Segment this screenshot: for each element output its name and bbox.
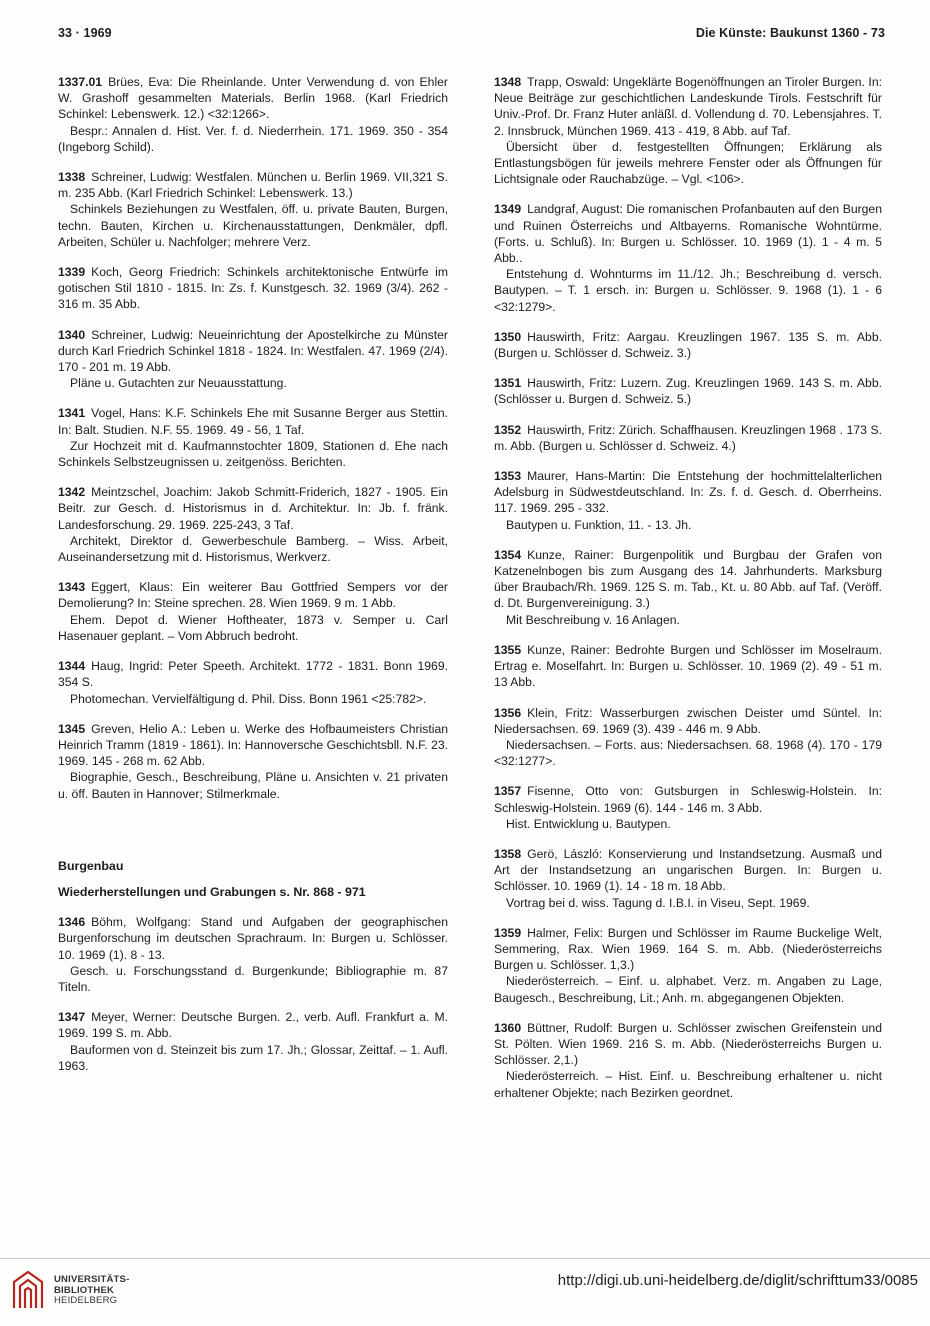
entry-citation: Maurer, Hans-Martin: Die Entstehung der hochmittelalterlichen Adelsburg in Südwestdeutschland. In: Zs. f. d. Gesch. d. Oberrheins. 117. 1969. 295 - 332. <box>494 469 882 516</box>
entry-annotation: Zur Hochzeit mit d. Kaufmannstochter 1809, Stationen d. Ehe nach Schinkels Selbstzeugnissen u. zeitgenöss. Berichten. <box>58 438 448 470</box>
entry-citation: Haug, Ingrid: Peter Speeth. Architekt. 1772 - 1831. Bonn 1969. 354 S. <box>58 659 448 690</box>
entry-annotation: Niedersachsen. – Forts. aus: Niedersachsen. 68. 1968 (4). 170 - 179 <32:1277>. <box>494 737 882 769</box>
left-column <box>58 74 448 1088</box>
entry-number: 1356 <box>494 705 522 720</box>
section-subtitle: Wiederherstellungen und Grabungen s. Nr. 868 - 971 <box>58 884 366 899</box>
entry-number: 1360 <box>494 1020 522 1035</box>
bibliography-entry <box>494 547 882 628</box>
entry-annotation: Pläne u. Gutachten zur Neuausstattung. <box>70 376 287 391</box>
entry-annotation: Biographie, Gesch., Beschreibung, Pläne u. Ansichten v. 21 privaten u. öff. Bauten in Hannover; Stilmerkmale. <box>58 770 448 801</box>
entry-citation: Greven, Helio A.: Leben u. Werke des Hofbaumeisters Christian Heinrich Tramm (1819 - 1861). In: Hannoversche Geschichtsbll. N.F. 23. 1969. 145 - 268 m. 62 Abb. <box>58 721 448 769</box>
entry-annotation: Mit Beschreibung v. 16 Anlagen. <box>506 612 680 627</box>
entry-number: 1349 <box>494 202 522 217</box>
entry-citation: Fisenne, Otto von: Gutsburgen in Schleswig-Holstein. In: Schleswig-Holstein. 1969 (6). 144 - 146 m. 3 Abb. <box>494 784 882 815</box>
bibliography-entry <box>494 642 882 691</box>
entry-number: 1355 <box>494 642 522 657</box>
entry-number: 1344 <box>58 659 86 674</box>
entry-annotation: Gesch. u. Forschungsstand d. Burgenkunde; Bibliographie m. 87 Titeln. <box>58 963 448 994</box>
entry-number: 1347 <box>58 1010 86 1025</box>
entry-number: 1338 <box>58 170 86 185</box>
bibliography-entry <box>494 74 882 187</box>
bibliography-entry <box>58 579 448 644</box>
bibliography-entry <box>58 721 448 802</box>
entry-citation: Schreiner, Ludwig: Neueinrichtung der Apostelkirche zu Münster durch Karl Friedrich Schinkel 1818 - 1824. In: Westfalen. 47. 1969 (2/4). 170 - 201 m. 19 Abb. <box>58 327 448 375</box>
entry-number: 1343 <box>58 580 86 595</box>
bibliography-entry <box>494 468 882 533</box>
entry-citation: Trapp, Oswald: Ungeklärte Bogenöffnungen an Tiroler Burgen. In: Neue Beiträge zur geschichtlichen Landeskunde Tirols. Festschrift für Univ.-Prof. Dr. Franz Huter anläßl. d. Vollendung d. 70. Lebensjahres. T. 2. Innsbruck, München 1969. 413 - 419, 8 Abb. auf Taf. <box>494 75 882 138</box>
entry-number: 1351 <box>494 376 522 391</box>
bibliography-entry <box>494 422 882 454</box>
bibliography-entry <box>494 329 882 361</box>
entry-citation: Kunze, Rainer: Bedrohte Burgen und Schlösser im Moselraum. Ertrag e. Moselfahrt. In: Burgen u. Schlösser. 10. 1969 (2). 49 - 51 m. 13 Abb. <box>494 642 882 690</box>
logo-text: UNIVERSITÄTS- BIBLIOTHEK HEIDELBERG <box>54 1274 130 1306</box>
entry-annotation: Vortrag bei d. wiss. Tagung d. I.B.I. in Viseu, Sept. 1969. <box>506 895 810 910</box>
entry-number: 1339 <box>58 265 86 280</box>
entry-citation: Landgraf, August: Die romanischen Profanbauten auf den Burgen und Ruinen Österreichs und Altbayerns. Romanische Wohntürme. (Forts. u. Schluß). In: Burgen u. Schlösser. 10. 1969 (1). 1 - 4 m. 5 Abb.. <box>494 202 882 266</box>
entry-number: 1357 <box>494 784 522 799</box>
entry-annotation: Bauformen von d. Steinzeit bis zum 17. Jh.; Glossar, Zeittaf. – 1. Aufl. 1963. <box>58 1042 448 1073</box>
footer-divider <box>0 1258 930 1259</box>
entry-citation: Büttner, Rudolf: Burgen u. Schlösser zwischen Greifenstein und St. Pölten. Wien 1969. 216 S. m. Abb. (Niederösterreichs Burgen u. Schlösser. 2,1.) <box>494 1020 882 1068</box>
entry-citation: Koch, Georg Friedrich: Schinkels architektonische Entwürfe im gotischen Stil 1810 - 1815. In: Zs. f. Kunstgesch. 32. 1969 (3/4). 262 - 316 m. 35 Abb. <box>58 265 448 312</box>
entry-annotation: Niederösterreich. – Hist. Einf. u. Beschreibung erhaltener u. nicht erhaltener Objekte; nach Bezirken geordnet. <box>494 1069 882 1100</box>
bibliography-entry <box>58 169 448 250</box>
entry-citation: Böhm, Wolfgang: Stand und Aufgaben der geographischen Burgenforschung im deutschen Sprachraum. In: Burgen u. Schlösser. 10. 1969 (1). 8 - 13. <box>58 915 448 962</box>
bibliography-entry <box>58 914 448 995</box>
entry-annotation: Photomechan. Vervielfältigung d. Phil. Diss. Bonn 1961 <25:782>. <box>70 691 427 706</box>
entry-citation: Eggert, Klaus: Ein weiterer Bau Gottfried Sempers vor der Demolierung? In: Steine sprechen. 28. Wien 1969. 9 m. 1 Abb. <box>58 580 448 611</box>
entry-citation: Kunze, Rainer: Burgenpolitik und Burgbau der Grafen von Katzenelnbogen bis zum Ausgang des 14. Jahrhunderts. Marksburg über Braubach/Rh. 1969. 125 S. m. Tab., Kt. u. 80 Abb. auf Taf. (Veröff. d. Dt. Burgenvereinigung. 3.) <box>494 547 882 611</box>
entry-citation: Meyer, Werner: Deutsche Burgen. 2., verb. Aufl. Frankfurt a. M. 1969. 199 S. m. Abb. <box>58 1010 448 1041</box>
entry-number: 1346 <box>58 915 86 930</box>
entry-number: 1353 <box>494 469 522 484</box>
source-url-link[interactable]: http://digi.ub.uni-heidelberg.de/diglit/schrifttum33/0085 <box>557 1272 918 1289</box>
bibliography-entry <box>58 1009 448 1074</box>
entry-annotation: Ehem. Depot d. Wiener Hoftheater, 1873 v. Semper u. Carl Hasenauer geplant. – Vom Abbruch bedroht. <box>58 612 448 643</box>
entry-citation: Vogel, Hans: K.F. Schinkels Ehe mit Susanne Berger aus Stettin. In: Balt. Studien. N.F. 55. 1969. 49 - 56, 1 Taf. <box>58 406 448 437</box>
left-entries-burgenbau <box>58 914 448 1074</box>
entry-citation: Meintzschel, Joachim: Jakob Schmitt-Friderich, 1827 - 1905. Ein Beitr. zur Gesch. d. Historismus in d. Architektur. In: Jb. f. fränk. Landesforschung. 29. 1969. 225-243, 3 Taf. <box>58 485 448 532</box>
bibliography-entry <box>58 658 448 707</box>
entry-number: 1354 <box>494 547 522 562</box>
page-header-left: 33 · 1969 <box>58 26 112 40</box>
entry-number: 1341 <box>58 406 86 421</box>
left-entries <box>58 74 448 802</box>
page-header-right: Die Künste: Baukunst 1360 - 73 <box>695 26 885 40</box>
entry-annotation: Schinkels Beziehungen zu Westfalen, öff. u. private Bauten, Burgen, techn. Bauten, Kirchen u. Kirchenausstattungen, Denkmäler, dpfl. Arbeiten, Schüler u. Nachfolger; mehrere Verz. <box>58 202 448 249</box>
entry-number: 1342 <box>58 485 86 500</box>
bibliography-entry <box>58 264 448 313</box>
entry-citation: Schreiner, Ludwig: Westfalen. München u. Berlin 1969. VII,321 S. m. 235 Abb. (Karl Friedrich Schinkel: Lebenswerk. 13.) <box>58 170 448 201</box>
entry-annotation: Entstehung d. Wohnturms im 11./12. Jh.; Beschreibung d. versch. Bautypen. – T. 1 ersch. in: Burgen u. Schlösser. 9. 1968 (1). 1 - 6 <32:1279>. <box>494 267 882 314</box>
entry-number: 1348 <box>494 75 522 89</box>
entry-annotation: Hist. Entwicklung u. Bautypen. <box>506 816 671 831</box>
entry-citation: Hauswirth, Fritz: Luzern. Zug. Kreuzlingen 1969. 143 S. m. Abb. (Schlösser u. Burgen d. Schweiz. 5.) <box>494 376 882 407</box>
entry-number: 1358 <box>494 846 522 861</box>
bibliography-entry <box>58 74 448 155</box>
entry-citation: Halmer, Felix: Burgen und Schlösser im Raume Buckelige Welt, Semmering, Rax. Wien 1969. 164 S. m. Abb. (Niederösterreichs Burgen u. Schlösser. 1,3.) <box>494 925 882 973</box>
entry-citation: Hauswirth, Fritz: Zürich. Schaffhausen. Kreuzlingen 1968 . 173 S. m. Abb. (Burgen u. Schlösser d. Schweiz. 4.) <box>494 422 882 453</box>
bibliography-entry <box>58 327 448 392</box>
entry-number: 1340 <box>58 327 86 342</box>
bibliography-entry <box>58 405 448 470</box>
entry-number: 1359 <box>494 925 522 940</box>
library-emblem-icon <box>10 1268 46 1312</box>
right-column <box>494 74 882 1115</box>
bibliography-entry <box>58 484 448 565</box>
section-title: Burgenbau <box>58 858 124 873</box>
bibliography-entry <box>494 201 882 314</box>
entry-annotation: Architekt, Direktor d. Gewerbeschule Bamberg. – Wiss. Arbeit, Auseinandersetzung mit d. Historismus, Werkverz. <box>58 533 448 565</box>
university-library-logo[interactable] <box>10 1266 260 1316</box>
entry-annotation: Übersicht über d. festgestellten Öffnungen; Erklärung als Entlastungsbögen für jeweils mehrere Fenster oder als Öffnungen für Lichtsignale oder Rauchabzüge. – Vgl. <106>. <box>494 139 882 187</box>
entry-citation: Gerö, László: Konservierung und Instandsetzung. Ausmaß und Art der Instandsetzung an ungarischen Burgen. In: Burgen u. Schlösser. 10. 1969 (1). 14 - 18 m. 18 Abb. <box>494 846 882 894</box>
entry-annotation: Bespr.: Annalen d. Hist. Ver. f. d. Niederrhein. 171. 1969. 350 - 354 (Ingeborg Schild). <box>58 123 448 154</box>
bibliography-entry <box>494 1020 882 1101</box>
bibliography-entry <box>494 925 882 1006</box>
entry-number: 1345 <box>58 721 86 736</box>
entry-number: 1352 <box>494 422 522 437</box>
entry-number: 1337.01 <box>58 75 103 89</box>
bibliography-entry <box>494 375 882 407</box>
entry-citation: Hauswirth, Fritz: Aargau. Kreuzlingen 1967. 135 S. m. Abb. (Burgen u. Schlösser d. Schweiz. 3.) <box>494 329 882 361</box>
entry-annotation: Niederösterreich. – Einf. u. alphabet. Verz. m. Angaben zu Lage, Baugesch., Beschreibung, Lit.; Anh. m. abgegangenen Objekten. <box>494 974 882 1005</box>
entry-citation: Klein, Fritz: Wasserburgen zwischen Deister umd Süntel. In: Niedersachsen. 69. 1969 (3). 439 - 446 m. 9 Abb. <box>494 705 882 736</box>
right-entries <box>494 74 882 1101</box>
entry-annotation: Bautypen u. Funktion, 11. - 13. Jh. <box>506 517 692 532</box>
entry-number: 1350 <box>494 329 522 344</box>
bibliography-entry <box>494 846 882 911</box>
bibliography-entry <box>494 783 882 832</box>
bibliography-entry <box>494 705 882 770</box>
entry-citation: Brües, Eva: Die Rheinlande. Unter Verwendung d. von Ehler W. Grashoff gesammelten Materials. Berlin 1968. (Karl Friedrich Schinkel: Lebenswerk. 12.) <32:1266>. <box>58 75 448 122</box>
